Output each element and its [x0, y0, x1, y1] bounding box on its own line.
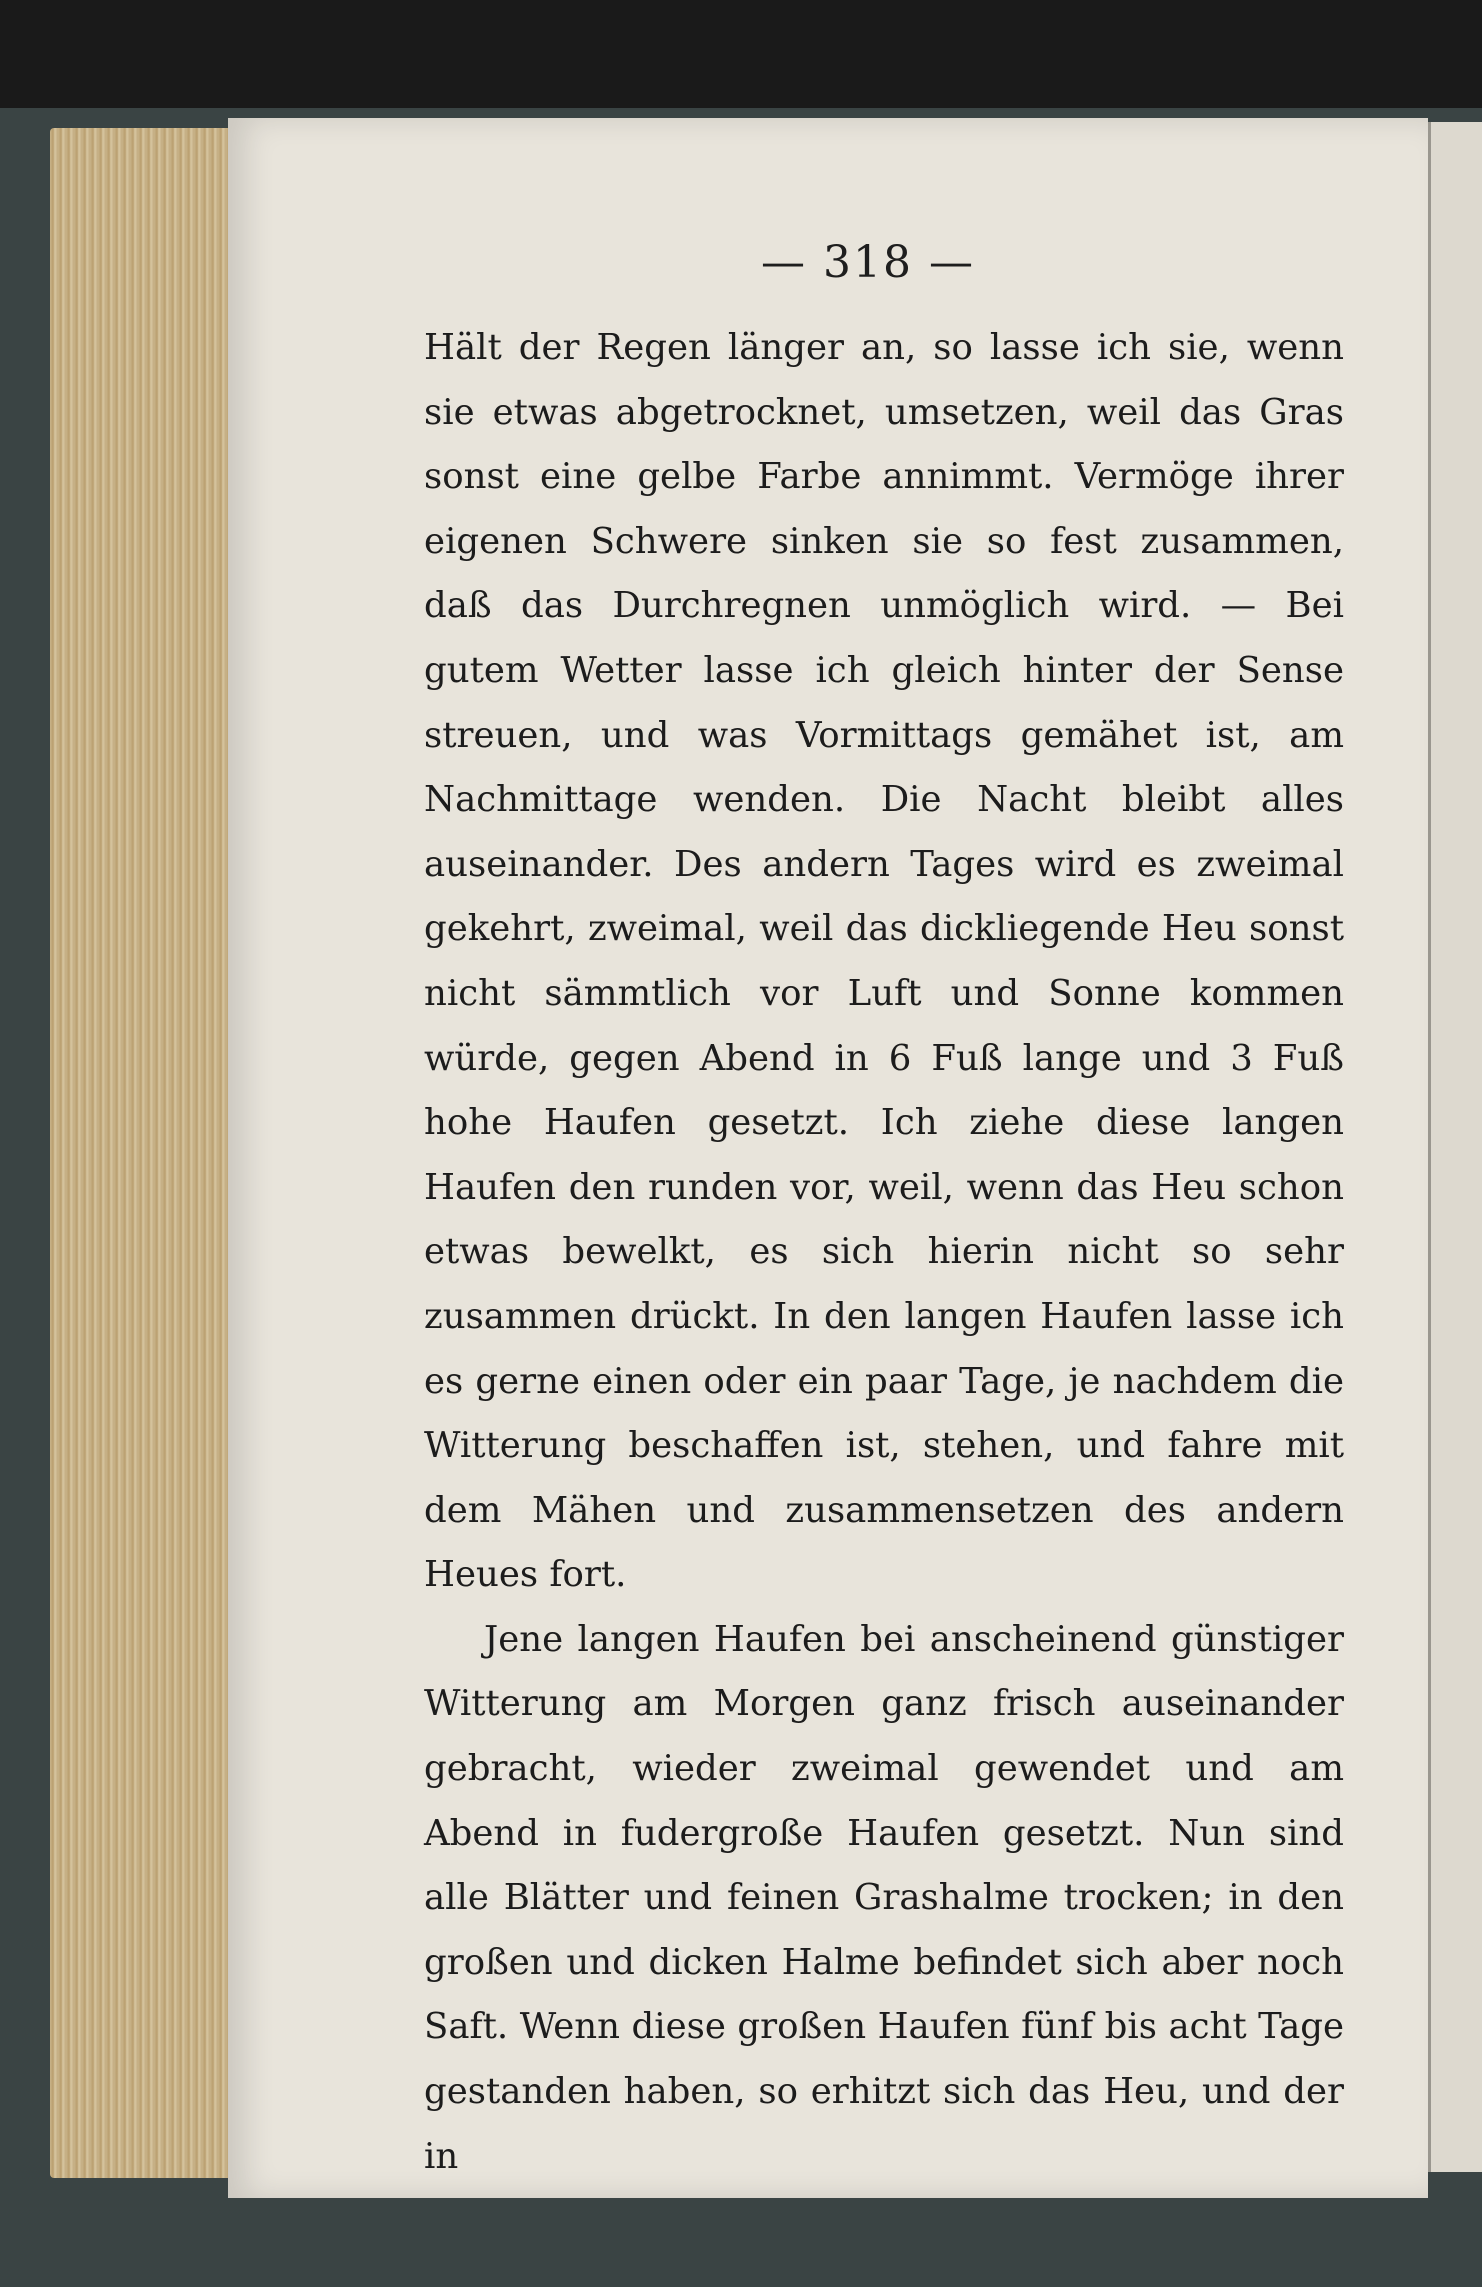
paragraph-1: Hält der Regen länger an, so lasse ich sie, wenn sie etwas abgetrocknet, umsetzen, weil das Gras sonst eine gelbe Farbe annimmt. Vermöge ihrer eigenen Schwere sinken sie so fest zusammen, daß das Durchregnen unmöglich wird. — Bei gutem Wetter lasse ich gleich hinter der Sense streuen, und was Vormittags gemähet ist, am Nachmittage wenden. Die Nacht bleibt alles auseinander. Des andern Tages wird es zweimal gekehrt, zweimal, weil das dickliegende Heu sonst nicht sämmtlich vor Luft und Sonne kommen würde, gegen Abend in 6 Fuß lange und 3 Fuß hohe Haufen gesetzt. Ich ziehe diese langen Haufen den runden vor, weil, wenn das Heu schon etwas bewelkt, es sich hierin nicht so sehr zusammen drückt. In den langen Haufen lasse ich es gerne einen oder ein paar Tage, je nachdem die Witterung beschaffen ist, stehen, und fahre mit dem Mähen und zusammensetzen des andern Heues fort. — [424, 327, 1344, 1596]
facing-page-edge — [1428, 122, 1482, 2172]
paragraph-2: Jene langen Haufen bei anscheinend günstiger Witterung am Morgen ganz frisch auseinander gebracht, wieder zweimal gewendet und am Abend in fudergroße Haufen gesetzt. Nun sind alle Blätter und feinen Grashalme trocken; in den großen und dicken Halme befindet sich aber noch Saft. Wenn diese großen Haufen fünf bis acht Tage gestanden haben, so erhitzt sich das Heu, und der in — [424, 1618, 1344, 2177]
page-edges — [50, 128, 230, 2178]
page-number: — 318 — — [761, 237, 975, 288]
page-text — [424, 316, 1344, 2189]
